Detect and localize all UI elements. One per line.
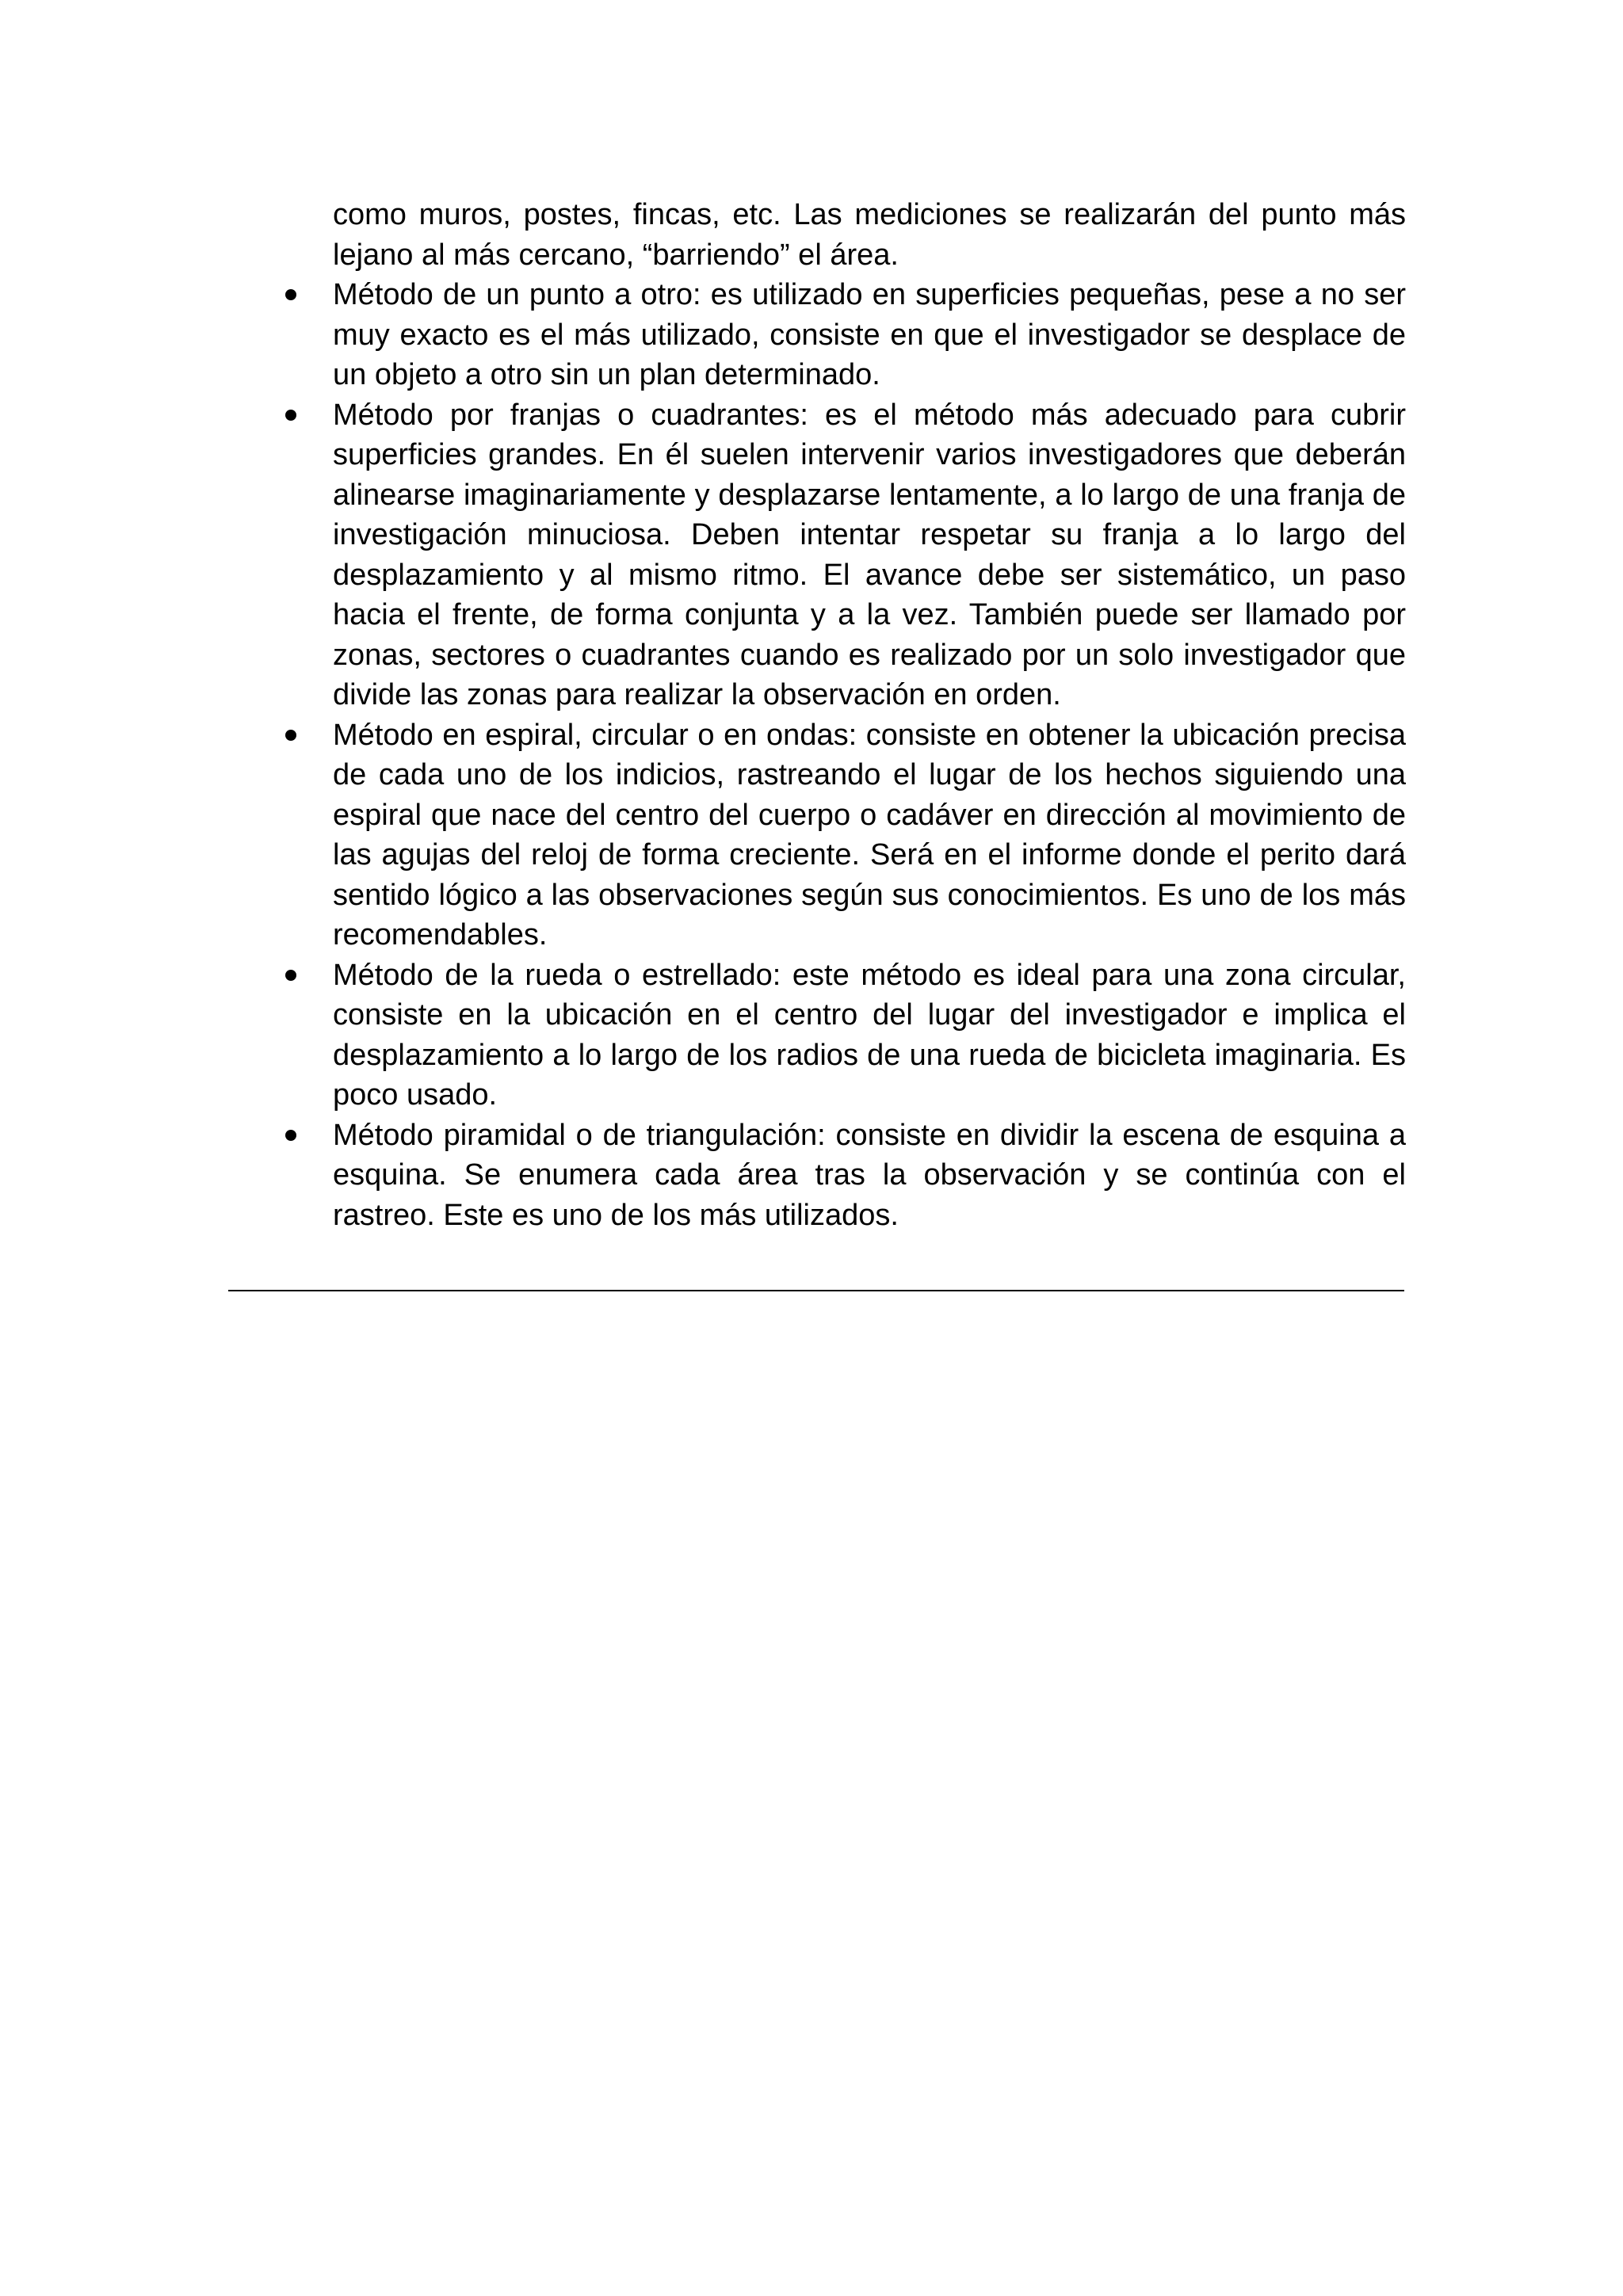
list-item-method-punto-a-otro <box>333 275 1406 395</box>
bullet-dot-icon <box>285 715 301 755</box>
list-item-text: Método en espiral, circular o en ondas: consiste en obtener la ubicación precisa de cada uno de los indicios, rastreando el lugar de los hechos siguiendo una espiral que nace del centro del cuerpo o cadáver en dirección al movimiento de las agujas del reloj de forma creciente. Será en el informe donde el perito dará sentido lógico a las observaciones según sus conocimientos. Es uno de los más recomendables. <box>333 718 1406 952</box>
list-item-text: Método piramidal o de triangulación: consiste en dividir la escena de esquina a esquina. Se enumera cada área tras la observación y se continúa con el rastreo. Este es uno de los más utilizados. <box>333 1118 1406 1232</box>
bullet-dot-icon <box>285 1116 301 1155</box>
list-item-method-piramidal <box>333 1116 1406 1236</box>
bullet-dot-icon <box>285 395 301 435</box>
list-item-text: Método de un punto a otro: es utilizado en superficies pequeñas, pese a no ser muy exacto es el más utilizado, consiste en que el investigador se desplace de un objeto a otro sin un plan determinado. <box>333 278 1406 391</box>
footnote-separator-rule <box>228 1290 1404 1291</box>
bullet-dot-icon <box>285 275 301 315</box>
document-body <box>333 195 1406 1235</box>
bullet-dot-icon <box>285 955 301 995</box>
list-item-method-espiral <box>333 715 1406 955</box>
continuation-paragraph: como muros, postes, fincas, etc. Las mediciones se realizarán del punto más lejano al más cercano, “barriendo” el área. <box>333 198 1406 272</box>
methods-list <box>333 275 1406 1235</box>
list-item-text: Método de la rueda o estrellado: este método es ideal para una zona circular, consiste en la ubicación en el centro del lugar del investigador e implica el desplazamiento a lo largo de los radios de una rueda de bicicleta imaginaria. Es poco usado. <box>333 958 1406 1112</box>
list-item-method-rueda <box>333 955 1406 1116</box>
list-item-method-franjas <box>333 395 1406 715</box>
list-item-text: Método por franjas o cuadrantes: es el método más adecuado para cubrir superficies grandes. En él suelen intervenir varios investigadores que deberán alinearse imaginariamente y desplazarse lentamente, a lo largo de una franja de investigación minuciosa. Deben intentar respetar su franja a lo largo del desplazamiento y al mismo ritmo. El avance debe ser sistemático, un paso hacia el frente, de forma conjunta y a la vez. También puede ser llamado por zonas, sectores o cuadrantes cuando es realizado por un solo investigador que divide las zonas para realizar la observación en orden. <box>333 398 1406 711</box>
